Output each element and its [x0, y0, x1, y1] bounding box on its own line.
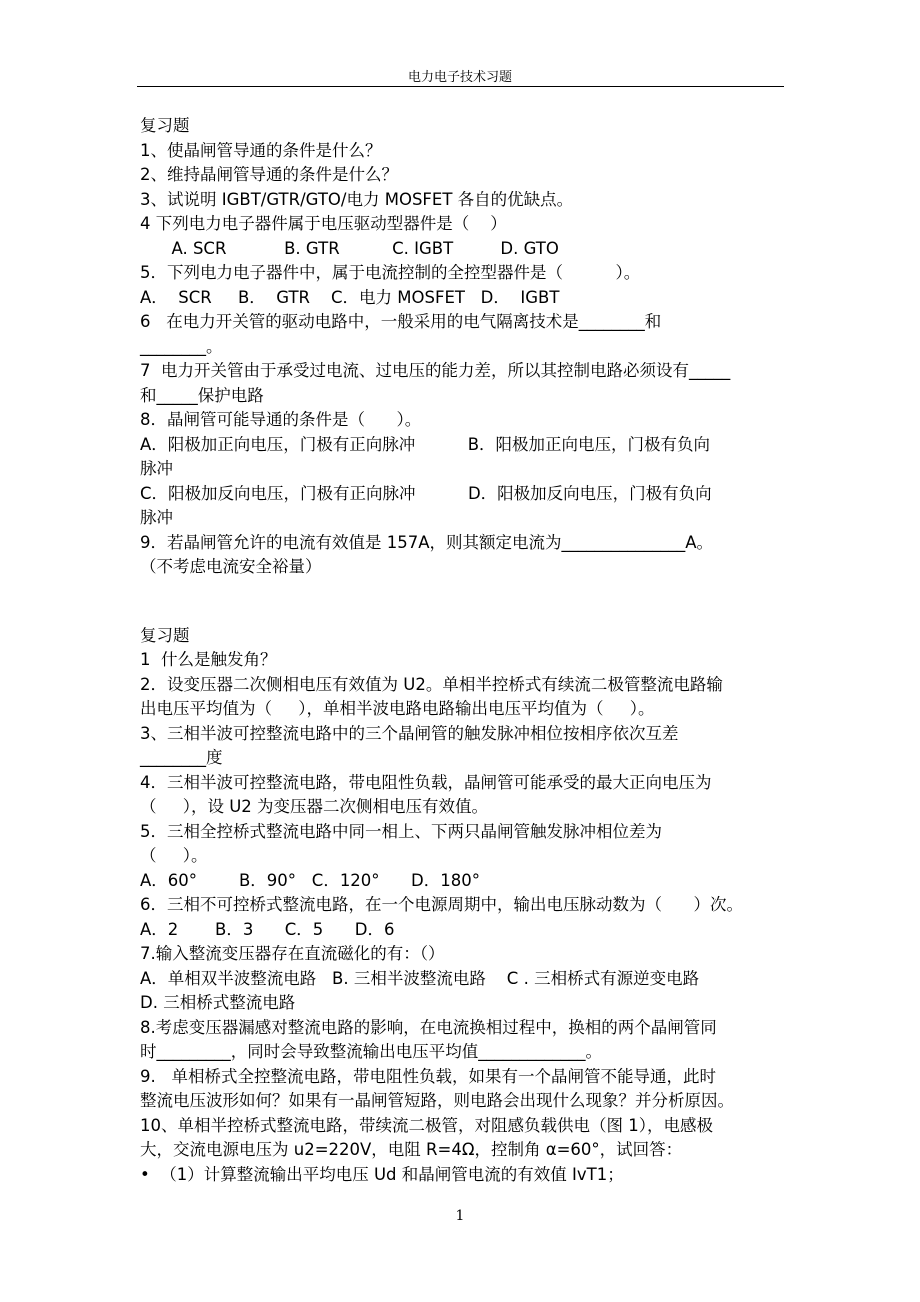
question-line: A．60° B．90° C．120° D．180° [140, 870, 480, 890]
question-line: 脉冲 [140, 459, 173, 478]
question-line: （ ），设 U2 为变压器二次侧相电压有效值。 [140, 797, 489, 816]
question-line: 9．若晶闸管允许的电流有效值是 157A，则其额定电流为_______________A。 [140, 532, 714, 552]
section-gap [140, 580, 790, 624]
section-title: 复习题 [140, 116, 190, 135]
section-title: 复习题 [140, 625, 190, 645]
question-line: 整流电压波形如何？如果有一晶闸管短路，则电路会出现什么现象？并分析原因。 [140, 1091, 734, 1110]
question-line: 7 电力开关管由于承受过电流、过电压的能力差，所以其控制电路必须设有_____ [140, 361, 731, 380]
question-line: 2、维持晶闸管导通的条件是什么？ [140, 165, 398, 184]
header-divider [137, 86, 784, 87]
question-line: （ ）。 [140, 846, 208, 865]
question-line: 1、使晶闸管导通的条件是什么？ [140, 140, 382, 160]
question-line: 和_____保护电路 [140, 385, 264, 405]
question-line: 5．下列电力电子器件中，属于电流控制的全控型器件是（ ）。 [140, 263, 641, 282]
question-line: 时_________，同时会导致整流输出电压平均值_____________。 [140, 1042, 602, 1061]
question-line: 4 下列电力电子器件属于电压驱动型器件是（ ） [140, 214, 507, 233]
question-line: A．阳极加正向电压，门极有正向脉冲 B．阳极加正向电压，门极有负向 [140, 434, 711, 454]
page-header-title: 电力电子技术习题 [407, 70, 512, 85]
question-line: A．2 B．3 C．5 D．6 [140, 919, 395, 939]
question-line: 10、单相半控桥式整流电路，带续流二极管，对阻感负载供电（图 1），电感极 [140, 1115, 713, 1135]
question-line: 大，交流电源电压为 u2=220V，电阻 R=4Ω，控制角 α=60°，试回答： [140, 1140, 683, 1159]
question-line: A. SCR B. GTR C. IGBT D. GTO [140, 238, 559, 258]
question-line: 3、三相半波可控整流电路中的三个晶闸管的触发脉冲相位按相序依次互差 [140, 723, 679, 743]
page-number: 1 [455, 1208, 465, 1224]
question-line: 8.考虑变压器漏感对整流电路的影响，在电流换相过程中，换相的两个晶闸管同 [140, 1017, 717, 1037]
question-line: 1 什么是触发角？ [140, 650, 277, 669]
question-line: ________。 [140, 336, 223, 356]
question-line: D. 三相桥式整流电路 [140, 993, 296, 1012]
question-line: （不考虑电流安全裕量） [140, 557, 322, 576]
question-line: 6．三相不可控桥式整流电路，在一个电源周期中，输出电压脉动数为（ ）次。 [140, 895, 743, 914]
question-line: 9. 单相桥式全控整流电路，带电阻性负载，如果有一个晶闸管不能导通，此时 [140, 1066, 716, 1086]
question-list [140, 648, 790, 1187]
question-line: • （1）计算整流输出平均电压 Ud 和晶闸管电流的有效值 IvT1； [140, 1164, 624, 1184]
question-line: A．单相双半波整流电路 B. 三相半波整流电路 C . 三相桥式有源逆变电路 [140, 968, 700, 988]
question-line: C．阳极加反向电压，门极有正向脉冲 D．阳极加反向电压，门极有负向 [140, 483, 712, 503]
question-line: 8．晶闸管可能导通的条件是（ ）。 [140, 410, 422, 429]
question-line: 5．三相全控桥式整流电路中同一相上、下两只晶闸管触发脉冲相位差为 [140, 821, 662, 841]
question-line: 3、试说明 IGBT/GTR/GTO/电力 MOSFET 各自的优缺点。 [140, 189, 574, 209]
question-line: 2．设变压器二次侧相电压有效值为 U2。单相半控桥式有续流二极管整流电路输 [140, 674, 723, 694]
question-line: 出电压平均值为（ ），单相半波电路电路输出电压平均值为（ ）。 [140, 699, 655, 718]
question-line: 7.输入整流变压器存在直流磁化的有：（） [140, 944, 445, 963]
question-line: 4．三相半波可控整流电路，带电阻性负载，晶闸管可能承受的最大正向电压为 [140, 772, 712, 792]
question-line: ________度 [140, 748, 223, 767]
question-line: 脉冲 [140, 508, 173, 527]
question-list [140, 139, 790, 580]
document-body [140, 114, 790, 1187]
question-line: 6 在电力开关管的驱动电路中，一般采用的电气隔离技术是________和 [140, 312, 662, 331]
question-line: A． SCR B． GTR C．电力 MOSFET D． IGBT [140, 287, 560, 307]
